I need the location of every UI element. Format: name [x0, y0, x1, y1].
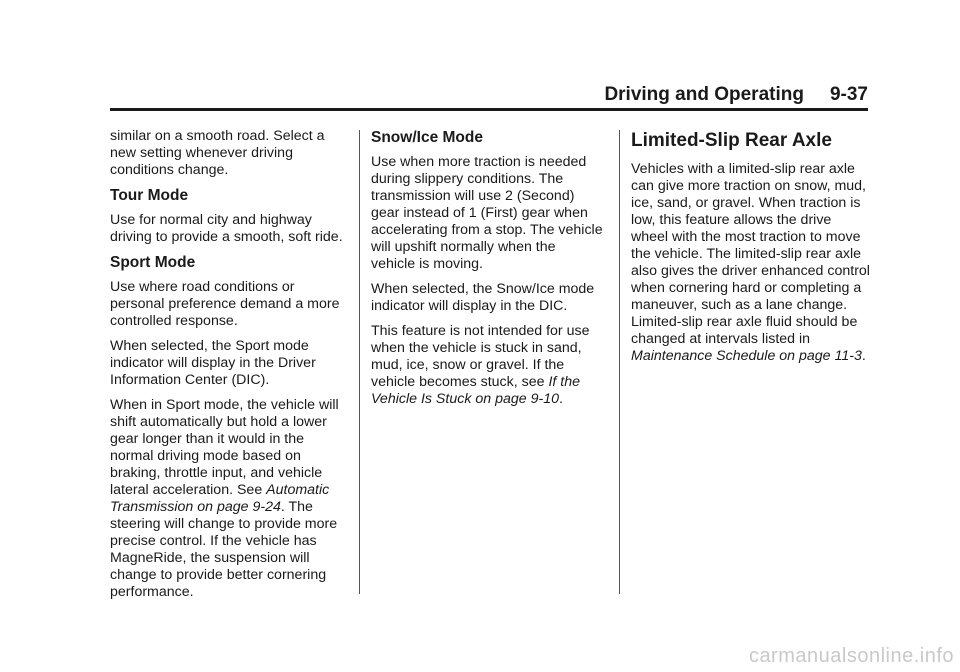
sport-text-a: When in Sport mode, the vehicle will shift automatically but hold a lower gear longer than it would in the normal driving mode based on braking, throttle input, and vehicle lateral acceleration. See [110, 397, 339, 498]
snow-text-b: . [558, 391, 563, 407]
column-divider-2 [619, 130, 620, 594]
lsd-text-a: Vehicles with a limited-slip rear axle can give more traction on snow, mud, ice, sand, or gravel. When traction is low, this feature allows the drive wheel with the most traction to move the vehicle. The limited-slip rear axle also gives the driver enhanced control when cornering hard or completing a maneuver, such as a lane change. Limited-slip rear axle fluid should be changed at intervals listed in [631, 161, 870, 347]
snow-ice-paragraph-1: Use when more traction is needed during slippery conditions. The transmission will use 2 (Second) gear instead of 1 (First) gear when accelerating from a stop. The vehicle will upshift normally when the vehicle is moving. [371, 154, 603, 272]
heading-limited-slip-rear-axle: Limited-Slip Rear Axle [631, 130, 832, 151]
continued-paragraph: similar on a smooth road. Select a new setting whenever driving conditions change. [110, 128, 325, 178]
section-title: Driving and Operating [604, 84, 804, 105]
column-2 [371, 128, 603, 416]
automatic-transmission-link[interactable]: Automatic Transmission on page 9-24 [110, 482, 330, 515]
lsd-text-b: . [861, 348, 866, 364]
header-rule [110, 108, 868, 111]
sport-text-b: . The steering will change to provide more precise control. If the vehicle has MagneRide, the suspension will change to provide better cornering performance. [110, 499, 338, 600]
vehicle-stuck-link[interactable]: If the Vehicle Is Stuck on page 9-10 [371, 374, 580, 407]
page-header [110, 84, 868, 106]
heading-tour-mode: Tour Mode [110, 187, 189, 204]
heading-snow-ice-mode: Snow/Ice Mode [371, 129, 483, 146]
column-1 [110, 128, 350, 609]
sport-mode-paragraph-3 [110, 397, 350, 601]
snow-text-a: This feature is not intended for use when the vehicle is stuck in sand, mud, ice, snow or gravel. If the vehicle becomes stuck, see [371, 323, 590, 390]
watermark: carmanualsonline.info [748, 645, 954, 667]
sport-mode-paragraph-2: When selected, the Sport mode indicator will display in the Driver Information Center (DIC). [110, 338, 316, 388]
column-3 [631, 128, 871, 373]
sport-mode-paragraph-1: Use where road conditions or personal preference demand a more controlled response. [110, 279, 340, 329]
limited-slip-paragraph [631, 161, 871, 365]
snow-ice-paragraph-2: When selected, the Snow/Ice mode indicator will display in the DIC. [371, 281, 595, 314]
column-divider-1 [359, 130, 360, 594]
heading-sport-mode: Sport Mode [110, 254, 196, 271]
maintenance-schedule-link[interactable]: Maintenance Schedule on page 11-3 [631, 348, 862, 364]
page-number: 9-37 [829, 84, 868, 105]
tour-mode-paragraph: Use for normal city and highway driving to provide a smooth, soft ride. [110, 212, 343, 245]
snow-ice-paragraph-3 [371, 323, 603, 408]
